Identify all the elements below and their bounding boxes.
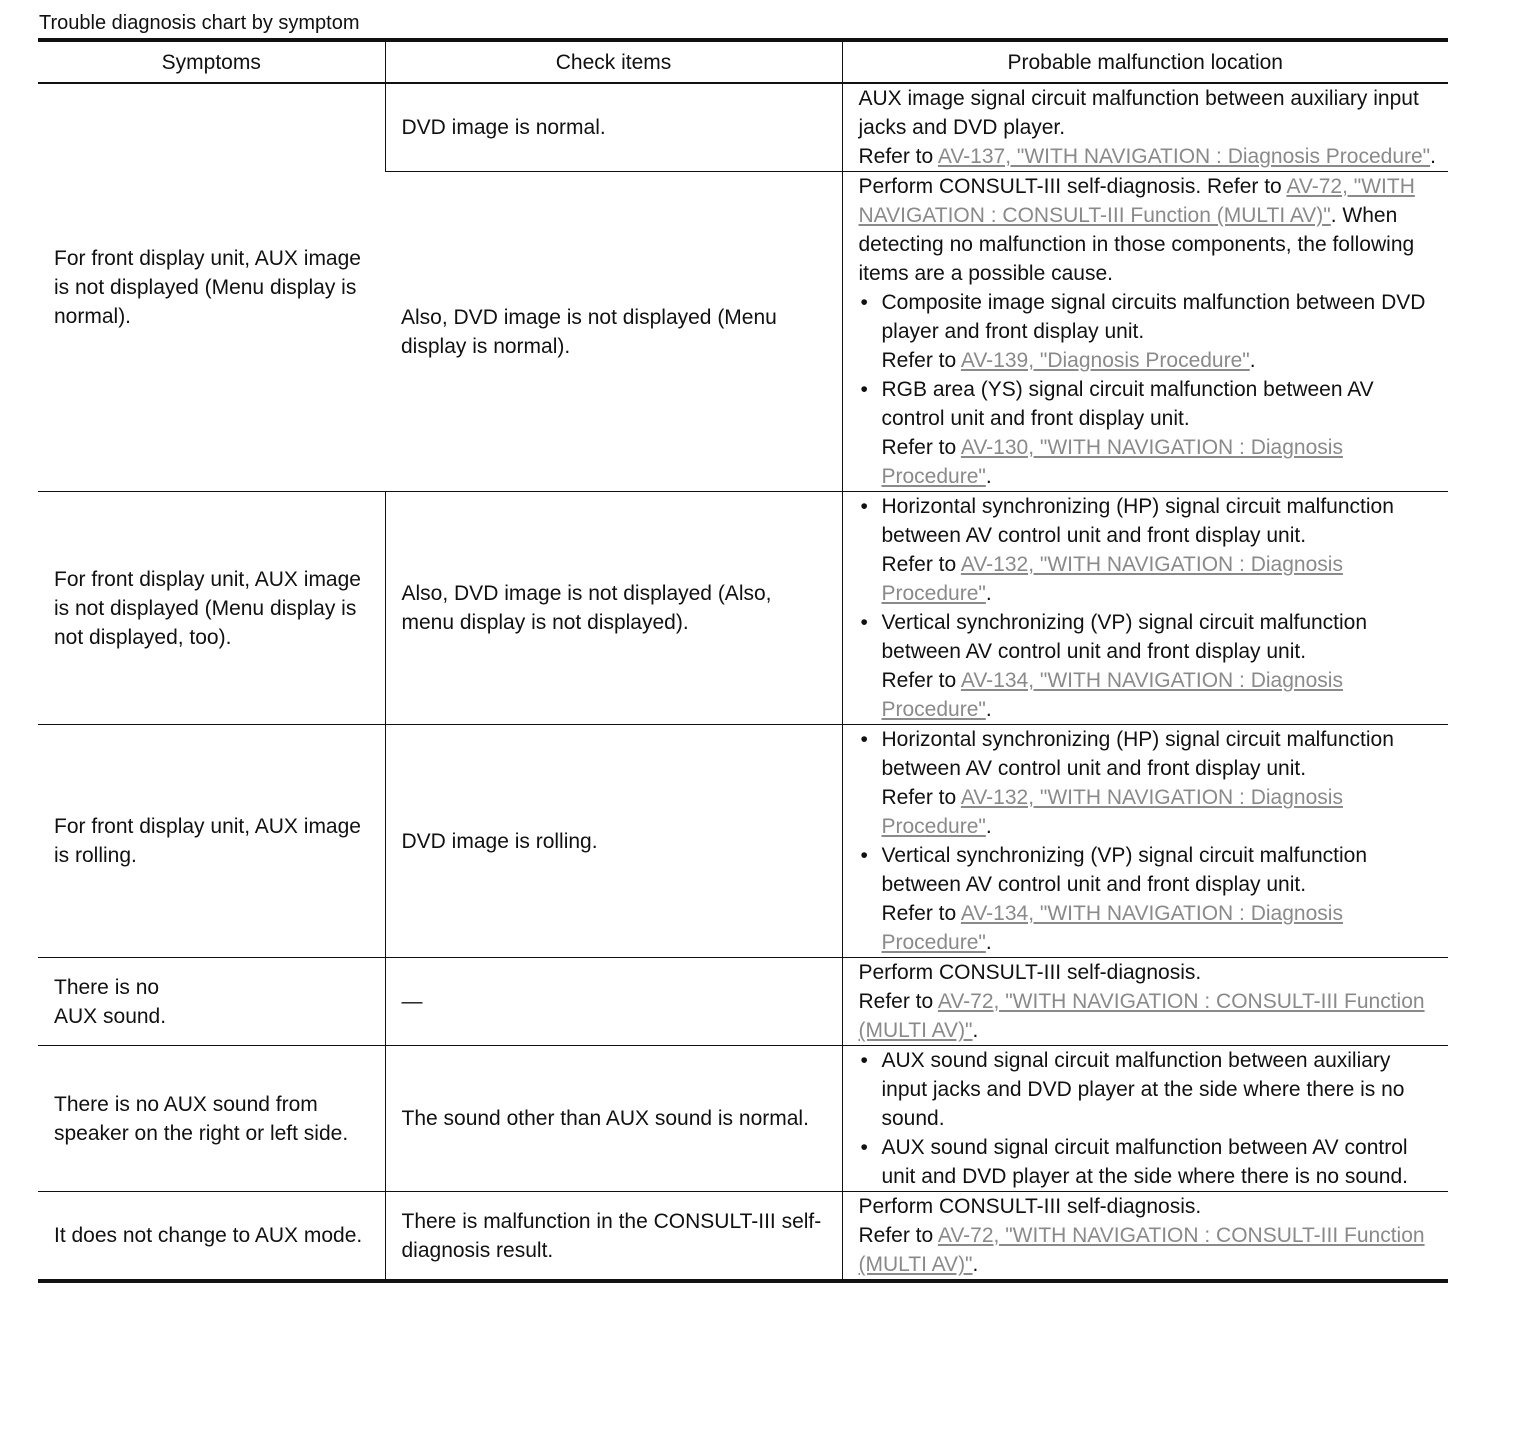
header-probable-location: Probable malfunction location (842, 40, 1448, 83)
refer-to-label: Refer to (858, 1224, 934, 1247)
check-cell: — (385, 958, 842, 1046)
location-text: AUX image signal circuit malfunction between auxiliary input jacks and DVD player. (858, 87, 1419, 139)
list-item: • Vertical synchronizing (VP) signal circuit malfunction between AV control unit and front display unit. Refer to AV-134, "WITH NAVIGATION : Diagnosis Procedure". (859, 608, 1437, 724)
check-cell: There is malfunction in the CONSULT-III self-diagnosis result. (385, 1192, 842, 1282)
list-item: • RGB area (YS) signal circuit malfunction between AV control unit and front display unit. Refer to AV-130, "WITH NAVIGATION : Diagnosis Procedure". (859, 375, 1437, 491)
symptom-line: There is no (54, 975, 160, 999)
cause-text: Horizontal synchronizing (HP) signal circuit malfunction between AV control unit and front display unit. (881, 728, 1394, 780)
cause-text: Vertical synchronizing (VP) signal circuit malfunction between AV control unit and front display unit. (881, 611, 1368, 663)
header-symptoms: Symptoms (38, 40, 385, 83)
table-row (38, 492, 1448, 725)
refer-to-label: Refer to (881, 436, 957, 459)
table-row (38, 1046, 1448, 1192)
location-cell (842, 172, 1448, 492)
location-text: Perform CONSULT-III self-diagnosis. (858, 961, 1202, 984)
header-check-items: Check items (385, 40, 842, 83)
refer-to-label: Refer to (881, 902, 957, 925)
refer-to-label: Refer to (881, 553, 957, 576)
header-row (38, 40, 1448, 83)
cause-text: Composite image signal circuits malfunction between DVD player and front display unit. (881, 291, 1426, 343)
check-cell: Also, DVD image is not displayed (Menu display is normal). (385, 172, 842, 492)
list-item: • Horizontal synchronizing (HP) signal circuit malfunction between AV control unit and front display unit. Refer to AV-132, "WITH NAVIGATION : Diagnosis Procedure". (859, 725, 1437, 841)
table-row (38, 725, 1448, 958)
symptom-line: AUX sound. (54, 1004, 167, 1028)
list-item: • Composite image signal circuits malfunction between DVD player and front display unit. Refer to AV-139, "Diagnosis Procedure". (859, 288, 1437, 375)
location-cell: Perform CONSULT-III self-diagnosis. Refer to AV-72, "WITH NAVIGATION : CONSULT-III Function (MULTI AV)". (842, 958, 1448, 1046)
cause-list (859, 492, 1437, 724)
reference-link[interactable]: AV-72, "WITH NAVIGATION : CONSULT-III Function (MULTI AV)" (858, 175, 1415, 227)
table-row (38, 1192, 1448, 1282)
cause-text: RGB area (YS) signal circuit malfunction between AV control unit and front display unit. (881, 378, 1374, 430)
reference-link[interactable]: AV-137, "WITH NAVIGATION : Diagnosis Procedure" (937, 145, 1431, 168)
reference-link[interactable]: AV-139, "Diagnosis Procedure" (960, 349, 1250, 372)
location-cell: Perform CONSULT-III self-diagnosis. Refer to AV-72, "WITH NAVIGATION : CONSULT-III Function (MULTI AV)". (842, 1192, 1448, 1282)
symptom-cell: For front display unit, AUX image is not displayed (Menu display is not displayed, too). (38, 492, 385, 725)
location-text: . When detecting no malfunction in those components, the following items are a possible cause. (858, 204, 1415, 285)
symptom-cell: For front display unit, AUX image is not displayed (Menu display is normal). (38, 83, 385, 492)
symptom-cell: There is no AUX sound from speaker on the right or left side. (38, 1046, 385, 1192)
location-text: Perform CONSULT-III self-diagnosis. Refer to (858, 175, 1282, 198)
cause-list (859, 725, 1437, 957)
table-row (38, 83, 1448, 172)
location-cell: AUX image signal circuit malfunction between auxiliary input jacks and DVD player. Refer to AV-137, "WITH NAVIGATION : Diagnosis Procedure". (842, 83, 1448, 172)
list-item: • AUX sound signal circuit malfunction between auxiliary input jacks and DVD player at the side where there is no sound. (859, 1046, 1437, 1133)
symptom-cell: For front display unit, AUX image is rolling. (38, 725, 385, 958)
location-cell (842, 492, 1448, 725)
chart-caption: Trouble diagnosis chart by symptom (39, 12, 360, 34)
check-cell: The sound other than AUX sound is normal. (385, 1046, 842, 1192)
cause-list (859, 1046, 1437, 1191)
symptom-cell: It does not change to AUX mode. (38, 1192, 385, 1282)
reference-link[interactable]: AV-132, "WITH NAVIGATION : Diagnosis Procedure" (881, 553, 1343, 605)
refer-to-label: Refer to (858, 990, 934, 1013)
reference-link[interactable]: AV-134, "WITH NAVIGATION : Diagnosis Procedure" (881, 902, 1343, 954)
trouble-diagnosis-table (38, 38, 1448, 1283)
symptom-cell (38, 958, 385, 1046)
list-item: • AUX sound signal circuit malfunction between AV control unit and DVD player at the side where there is no sound. (859, 1133, 1437, 1191)
refer-to-label: Refer to (881, 349, 957, 372)
reference-link[interactable]: AV-132, "WITH NAVIGATION : Diagnosis Procedure" (881, 786, 1343, 838)
reference-link[interactable]: AV-134, "WITH NAVIGATION : Diagnosis Procedure" (881, 669, 1343, 721)
check-cell: DVD image is rolling. (385, 725, 842, 958)
location-cell (842, 1046, 1448, 1192)
check-cell: DVD image is normal. (385, 83, 842, 172)
reference-link[interactable]: AV-72, "WITH NAVIGATION : CONSULT-III Function (MULTI AV)" (858, 990, 1425, 1042)
list-item: • Horizontal synchronizing (HP) signal circuit malfunction between AV control unit and front display unit. Refer to AV-132, "WITH NAVIGATION : Diagnosis Procedure". (859, 492, 1437, 608)
location-cell (842, 725, 1448, 958)
table-row (38, 958, 1448, 1046)
location-text: Perform CONSULT-III self-diagnosis. (858, 1195, 1202, 1218)
cause-text: Vertical synchronizing (VP) signal circuit malfunction between AV control unit and front display unit. (881, 844, 1368, 896)
cause-text: Horizontal synchronizing (HP) signal circuit malfunction between AV control unit and front display unit. (881, 495, 1394, 547)
list-item: • Vertical synchronizing (VP) signal circuit malfunction between AV control unit and front display unit. Refer to AV-134, "WITH NAVIGATION : Diagnosis Procedure". (859, 841, 1437, 957)
reference-link[interactable]: AV-72, "WITH NAVIGATION : CONSULT-III Function (MULTI AV)" (858, 1224, 1425, 1276)
refer-to-label: Refer to (881, 786, 957, 809)
reference-link[interactable]: AV-130, "WITH NAVIGATION : Diagnosis Procedure" (881, 436, 1343, 488)
refer-to-label: Refer to (858, 145, 934, 168)
cause-list (859, 288, 1437, 491)
refer-to-label: Refer to (881, 669, 957, 692)
check-cell: Also, DVD image is not displayed (Also, menu display is not displayed). (385, 492, 842, 725)
